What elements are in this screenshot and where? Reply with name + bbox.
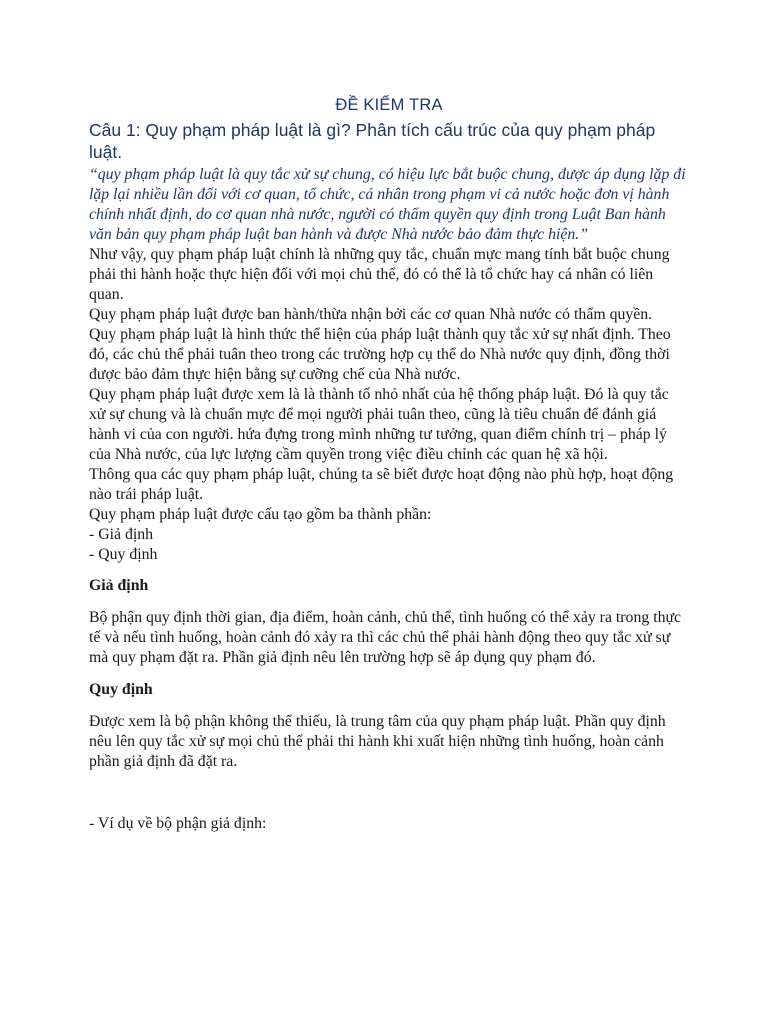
section-body-gia-dinh: Bộ phận quy định thời gian, địa điểm, hoàn cảnh, chủ thể, tình huống có thể xảy ra trong thực tế và nếu tình huống, hoàn cảnh đó xảy ra thì các chủ thể phải hành động theo quy tắc xử sự mà quy phạm đặt ra. Phần giả định nêu lên trường hợp sẽ áp dụng quy phạm đó. — [89, 609, 682, 666]
paragraph-structure: Quy phạm pháp luật được cấu tạo gồm ba thành phần: — [89, 506, 432, 523]
definition-quote: “quy phạm pháp luật là quy tắc xử sự chung, có hiệu lực bắt buộc chung, được áp dụng lặp đi lặp lại nhiều lần đối với cơ quan, tổ chức, cá nhân trong phạm vi cả nước hoặc đơn vị hành chính nhất định, do cơ quan nhà nước, người có thẩm quyền quy định trong Luật Ban hành văn bản quy phạm pháp luật ban hành và được Nhà nước bảo đảm thực hiện.” — [89, 166, 686, 243]
document-content — [89, 94, 689, 834]
question-heading: Câu 1: Quy phạm pháp luật là gì? Phân tích cấu trúc của quy phạm pháp luật. — [89, 120, 656, 162]
paragraph-element: Quy phạm pháp luật được xem là là thành tố nhỏ nhất của hệ thống pháp luật. Đó là quy tắc xử sự chung và là chuẩn mực để mọi người phải tuân theo, cũng là tiêu chuẩn để đánh giá hành vi của con người. hứa đựng trong mình những tư tưởng, quan điểm chính trị – pháp lý của Nhà nước, của lực lượng cầm quyền trong việc điều chỉnh các quan hệ xã hội. — [89, 386, 669, 463]
list-item-quy-dinh: - Quy định — [89, 546, 158, 563]
list-item-gia-dinh: - Giả định — [89, 526, 154, 543]
paragraph-issuance: Quy phạm pháp luật được ban hành/thừa nhận bởi các cơ quan Nhà nước có thẩm quyền. — [89, 306, 653, 323]
example-label: - Ví dụ về bộ phận giả định: — [89, 815, 267, 832]
section-heading-quy-dinh: Quy định — [89, 681, 153, 698]
paragraph-form: Quy phạm pháp luật là hình thức thể hiện của pháp luật thành quy tắc xử sự nhất định. Theo đó, các chủ thể phải tuân theo trong các trường hợp cụ thể do Nhà nước quy định, đồng thời được bảo đảm thực hiện bằng sự cưỡng chế của Nhà nước. — [89, 326, 671, 383]
document-title: ĐỀ KIỂM TRA — [335, 96, 443, 114]
paragraph-purpose: Thông qua các quy phạm pháp luật, chúng ta sẽ biết được hoạt động nào phù hợp, hoạt động nào trái pháp luật. — [89, 466, 674, 503]
section-heading-gia-dinh: Giả định — [89, 577, 149, 594]
paragraph-summary: Như vậy, quy phạm pháp luật chính là những quy tắc, chuẩn mực mang tính bắt buộc chung phải thi hành hoặc thực hiện đối với mọi chủ thể, đó có thể là tổ chức hay cá nhân có liên quan. — [89, 246, 670, 303]
section-body-quy-dinh: Được xem là bộ phận không thể thiếu, là trung tâm của quy phạm pháp luật. Phần quy định nêu lên quy tắc xử sự mọi chủ thể phải thi hành khi xuất hiện những tình huống, hoàn cảnh phần giả định đã đặt ra. — [89, 713, 666, 770]
